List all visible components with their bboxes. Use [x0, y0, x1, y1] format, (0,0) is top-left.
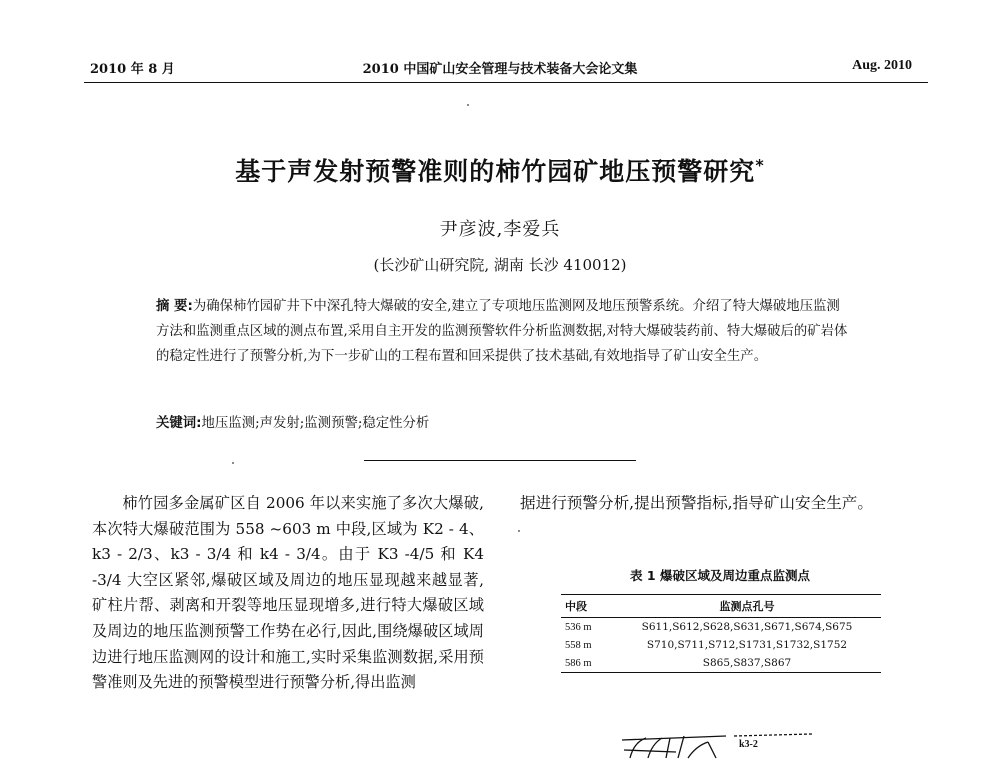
cell-level: 586 m — [565, 657, 592, 669]
header-date-en: Aug. 2010 — [852, 58, 912, 73]
keywords-label: 关键词: — [156, 416, 202, 431]
body-paragraph: 据进行预警分析,提出预警指标,指导矿山安全生产。 — [520, 494, 873, 512]
figure-line — [678, 736, 684, 758]
table-caption: 表 1 爆破区域及周边重点监测点 — [630, 568, 810, 583]
mine-layout-figure — [616, 728, 816, 760]
cell-points: S710,S711,S712,S1731,S1732,S1752 — [646, 639, 848, 651]
title-footnote-mark: * — [755, 155, 765, 175]
scan-speck — [518, 530, 520, 532]
column-header-points: 监测点孔号 — [719, 600, 775, 613]
body-column-left — [92, 491, 484, 696]
scan-speck — [467, 104, 469, 106]
table-row — [561, 636, 881, 654]
body-column-right — [520, 491, 922, 517]
author-affiliation: (长沙矿山研究院, 湖南 长沙 410012) — [373, 256, 627, 274]
table-header-row — [561, 595, 881, 618]
table-row — [561, 654, 881, 673]
keywords — [156, 412, 852, 431]
abstract-label: 摘 要: — [156, 299, 193, 314]
figure-line — [666, 738, 670, 758]
figure-label: k3-2 — [739, 739, 758, 750]
cell-points: S611,S612,S628,S631,S671,S674,S675 — [641, 621, 853, 633]
cell-points: S865,S837,S867 — [702, 657, 792, 669]
cell-level: 558 m — [565, 639, 592, 651]
figure-line — [630, 738, 646, 758]
paper-title — [0, 152, 1000, 188]
table-row — [561, 618, 881, 637]
figure-line — [622, 736, 726, 740]
abstract — [156, 294, 852, 369]
running-header — [0, 0, 1000, 92]
abstract-text: 为确保柿竹园矿井下中深孔特大爆破的安全,建立了专项地压监测网及地压预警系统。介绍了特大爆破地压监测方法和监测重点区域的测点布置,采用自主开发的监测预警软件分析监测数据,对特大爆破装药前、特大爆破后的矿岩体的稳定性进行了预警分析,为下一步矿山的工程布置和回采提供了技术基础,有效地指导了矿山安全生产。 — [156, 299, 848, 364]
header-rule — [84, 82, 928, 83]
paper-authors: 尹彦波,李爱兵 — [439, 219, 561, 240]
figure-line — [734, 734, 812, 736]
figure-line — [688, 742, 708, 758]
cell-level: 536 m — [565, 621, 592, 633]
header-proceedings: 2010 中国矿山安全管理与技术装备大会论文集 — [362, 62, 638, 77]
paper-title-text: 基于声发射预警准则的柿竹园矿地压预警研究 — [235, 157, 756, 186]
monitoring-points-table — [561, 594, 881, 673]
header-date: 2010 年 8 月 — [90, 62, 175, 77]
section-divider — [364, 460, 636, 461]
figure-line — [708, 742, 716, 758]
column-header-level: 中段 — [565, 601, 587, 613]
figure-line — [648, 738, 662, 758]
keywords-text: 地压监测;声发射;监测预警;稳定性分析 — [201, 416, 430, 431]
scan-speck — [232, 462, 234, 464]
body-paragraph: 柿竹园多金属矿区自 2006 年以来实施了多次大爆破,本次特大爆破范围为 558 ~603 m 中段,区域为 K2 - 4、k3 - 2/3、k3 - 3/4 和 k4 - 3/4。由于 K3 -4/5 和 K4 -3/4 大空区紧邻,爆破区域及周边的地压显现越来越显著,矿柱片帮、剥离和开裂等地压显现增多,进行特大爆破区域及周边的地压监测预警工作势在必行,因此,围绕爆破区域周边进行地压监测网的设计和施工,实时采集监测数据,采用预警准则及先进的预警模型进行预警分析,得出监测 — [92, 494, 484, 692]
